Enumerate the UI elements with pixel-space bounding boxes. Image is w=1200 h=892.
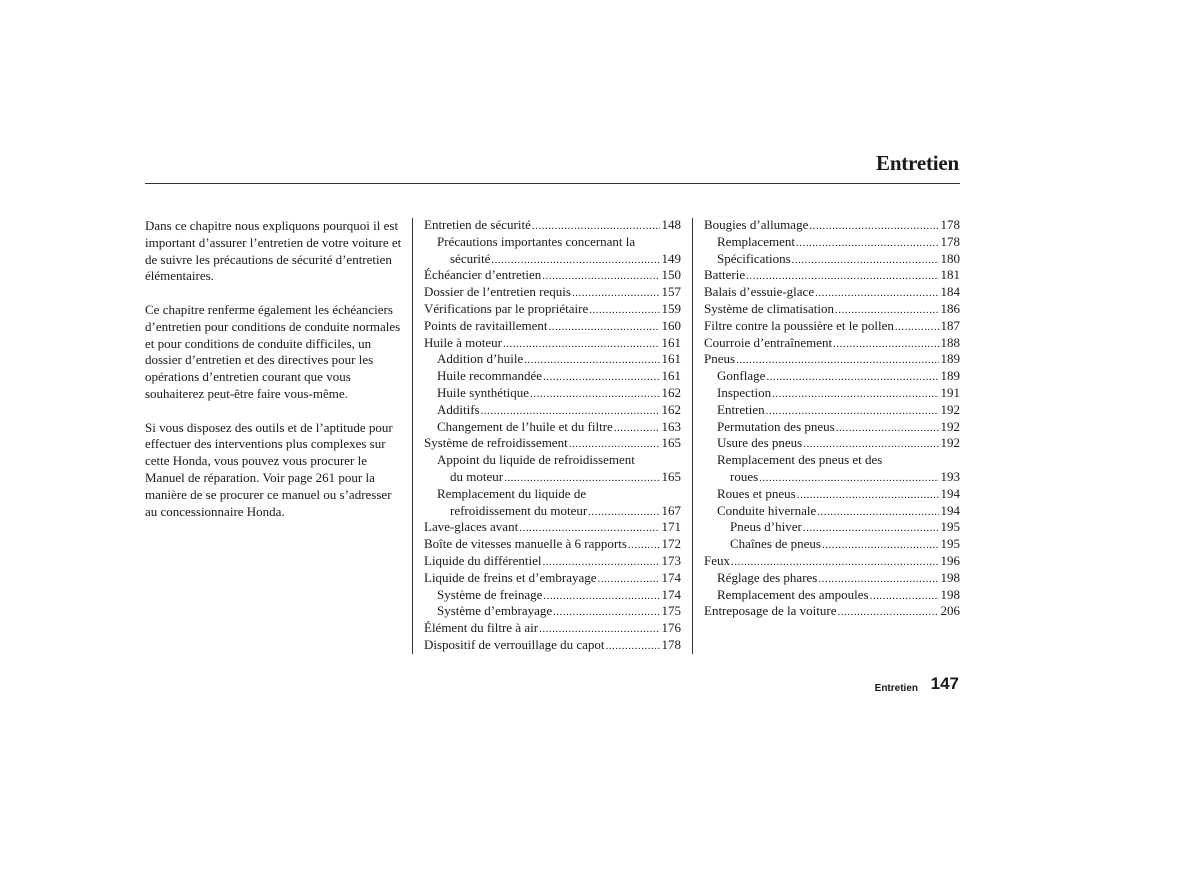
intro-paragraph: Dans ce chapitre nous expliquons pourquoi il est important d’assurer l’entretien de votre voiture et de suivre les précautions de sécurité d’entretien élémentaires. — [145, 218, 402, 284]
toc-entry-page: 157 — [661, 284, 681, 300]
toc-entry-label: Boîte de vitesses manuelle à 6 rapports — [424, 536, 627, 552]
toc-entry-label: Bougies d’allumage — [704, 217, 809, 232]
toc-entry-label: Batterie — [704, 267, 746, 283]
footer-section-label: Entretien — [874, 683, 918, 694]
toc-leader-dots — [822, 537, 939, 554]
toc-entry — [704, 351, 960, 368]
toc-entry — [424, 284, 681, 301]
toc-entry-label: refroidissement du moteur — [450, 502, 588, 518]
toc-entry-page: 178 — [940, 217, 960, 232]
toc-leader-dots — [792, 252, 939, 269]
toc-entry-label: Conduite hivernale — [717, 502, 817, 518]
toc-entry-label: Entretien de sécurité — [424, 217, 531, 232]
toc-entry-page: 206 — [940, 603, 960, 619]
toc-entry — [704, 553, 960, 570]
toc-entry-label: Vérifications par le propriétaire — [424, 300, 589, 316]
toc-entry-page: 195 — [940, 536, 960, 552]
toc-entry — [704, 368, 960, 385]
toc-entry-label: Remplacement — [717, 233, 795, 249]
toc-entry-page: 165 — [661, 468, 681, 484]
toc-leader-dots — [532, 218, 660, 235]
toc-entry — [424, 385, 681, 402]
toc-leader-dots — [833, 336, 938, 353]
toc-entry-page: 160 — [661, 317, 681, 333]
toc-leader-dots — [504, 470, 659, 487]
toc-entry — [424, 402, 681, 419]
toc-entry-page: 198 — [940, 569, 960, 585]
toc-entry — [424, 318, 681, 335]
toc-leader-dots — [809, 218, 938, 235]
toc-leader-dots — [736, 352, 938, 369]
toc-entry-page: 148 — [661, 217, 681, 232]
toc-entry-page: 192 — [940, 401, 960, 417]
toc-entry-page: 195 — [940, 519, 960, 535]
toc-entry — [424, 637, 681, 654]
toc-entry-label: Réglage des phares — [717, 569, 818, 585]
toc-entry-page: 192 — [940, 418, 960, 434]
toc-leader-dots — [548, 319, 659, 336]
toc-entry — [704, 284, 960, 301]
toc-entry-page: 174 — [661, 586, 681, 602]
toc-leader-dots — [524, 352, 659, 369]
toc-leader-dots — [817, 504, 938, 521]
toc-entry-page: 171 — [661, 519, 681, 535]
toc-leader-dots — [759, 470, 938, 487]
toc-leader-dots — [589, 302, 659, 319]
toc-entry-label: Usure des pneus — [717, 435, 803, 451]
toc-entry-page: 165 — [661, 435, 681, 451]
toc-leader-dots — [553, 604, 659, 621]
toc-entry — [424, 553, 681, 570]
toc-leader-dots — [491, 252, 659, 269]
toc-entry-label: Huile à moteur — [424, 334, 502, 350]
toc-entry-label: roues — [730, 468, 759, 484]
toc-entry-label: du moteur — [450, 468, 504, 484]
toc-column-2 — [704, 217, 960, 620]
toc-leader-dots — [628, 537, 660, 554]
toc-entry — [704, 217, 960, 234]
toc-entry — [704, 234, 960, 251]
toc-entry-label: Pneus — [704, 351, 736, 367]
toc-entry-label: Système de climatisation — [704, 300, 834, 316]
toc-leader-dots — [542, 268, 659, 285]
toc-entry-label: Entreposage de la voiture — [704, 603, 837, 619]
toc-leader-dots — [481, 403, 660, 420]
toc-entry-label: Lave-glaces avant — [424, 519, 519, 535]
header-rule — [145, 183, 960, 184]
toc-entry — [704, 335, 960, 352]
toc-leader-dots — [766, 403, 939, 420]
toc-column-1 — [424, 217, 681, 654]
toc-entry-label: sécurité — [450, 250, 491, 266]
toc-entry — [424, 536, 681, 553]
toc-entry-label: Roues et pneus — [717, 485, 796, 501]
toc-entry — [704, 419, 960, 436]
toc-entry-page: 198 — [940, 586, 960, 602]
toc-entry — [704, 385, 960, 402]
toc-entry-label: Élément du filtre à air — [424, 620, 539, 636]
toc-leader-dots — [539, 621, 659, 638]
toc-entry-label: Filtre contre la poussière et le pollen — [704, 317, 894, 333]
toc-entry-label: Système de freinage — [437, 586, 543, 602]
toc-entry — [704, 301, 960, 318]
toc-leader-dots — [614, 420, 660, 437]
toc-entry — [704, 435, 960, 452]
toc-entry — [424, 587, 681, 604]
toc-leader-dots — [835, 302, 939, 319]
toc-entry-label: Gonflage — [717, 368, 766, 384]
toc-entry-page: 192 — [940, 435, 960, 451]
toc-entry-page: 161 — [661, 368, 681, 384]
toc-entry — [424, 486, 681, 503]
toc-leader-dots — [796, 235, 939, 252]
toc-leader-dots — [836, 420, 939, 437]
toc-entry — [704, 452, 960, 469]
toc-leader-dots — [598, 571, 660, 588]
toc-leader-dots — [731, 554, 939, 571]
toc-leader-dots — [803, 520, 939, 537]
toc-leader-dots — [815, 285, 938, 302]
toc-entry — [424, 351, 681, 368]
toc-leader-dots — [895, 319, 939, 336]
toc-entry — [704, 469, 960, 486]
toc-entry-page: 174 — [661, 569, 681, 585]
toc-leader-dots — [746, 268, 938, 285]
toc-entry-page: 167 — [661, 502, 681, 518]
toc-entry — [424, 620, 681, 637]
intro-text — [145, 218, 403, 520]
toc-entry — [424, 435, 681, 452]
toc-entry-label: Précautions importantes concernant la — [437, 233, 636, 249]
toc-entry-label: Huile recommandée — [437, 368, 543, 384]
toc-entry — [424, 217, 681, 234]
toc-leader-dots — [803, 436, 938, 453]
toc-entry — [424, 570, 681, 587]
toc-entry-page: 196 — [940, 552, 960, 568]
toc-entry — [424, 335, 681, 352]
toc-entry-label: Remplacement du liquide de — [437, 485, 587, 501]
toc-entry — [424, 267, 681, 284]
toc-entry-label: Courroie d’entraînement — [704, 334, 833, 350]
toc-entry — [704, 536, 960, 553]
toc-entry-label: Dispositif de verrouillage du capot — [424, 636, 605, 652]
toc-entry-page: 189 — [940, 368, 960, 384]
toc-entry-label: Système de refroidissement — [424, 435, 568, 451]
toc-entry-label: Points de ravitaillement — [424, 317, 548, 333]
toc-entry-label: Dossier de l’entretien requis — [424, 284, 571, 300]
toc-entry-label: Entretien — [717, 401, 765, 417]
toc-entry-page: 149 — [661, 250, 681, 266]
toc-leader-dots — [572, 285, 660, 302]
toc-entry — [704, 603, 960, 620]
toc-entry-page: 172 — [661, 536, 681, 552]
toc-entry — [704, 519, 960, 536]
toc-leader-dots — [766, 369, 938, 386]
toc-entry-page: 150 — [661, 267, 681, 283]
toc-leader-dots — [519, 520, 659, 537]
toc-entry-label: Liquide du différentiel — [424, 552, 542, 568]
toc-leader-dots — [772, 386, 938, 403]
toc-entry — [704, 318, 960, 335]
toc-entry-page: 161 — [661, 351, 681, 367]
toc-leader-dots — [543, 588, 659, 605]
toc-entry-label: Appoint du liquide de refroidissement — [437, 452, 635, 468]
toc-entry-label: Permutation des pneus — [717, 418, 835, 434]
toc-entry-page: 184 — [940, 284, 960, 300]
toc-entry-page: 194 — [940, 502, 960, 518]
toc-entry — [704, 503, 960, 520]
toc-entry — [704, 267, 960, 284]
toc-leader-dots — [870, 588, 939, 605]
toc-entry — [704, 251, 960, 268]
toc-leader-dots — [542, 554, 659, 571]
toc-entry-page: 188 — [940, 334, 960, 350]
toc-entry-label: Inspection — [717, 384, 772, 400]
toc-leader-dots — [503, 336, 660, 353]
toc-entry-label: Remplacement des pneus et des — [717, 452, 883, 468]
column-divider — [412, 218, 413, 654]
toc-entry — [704, 402, 960, 419]
toc-leader-dots — [530, 386, 659, 403]
toc-leader-dots — [569, 436, 660, 453]
toc-entry-label: Addition d’huile — [437, 351, 524, 367]
toc-entry-label: Liquide de freins et d’embrayage — [424, 569, 597, 585]
toc-entry-label: Système d’embrayage — [437, 603, 553, 619]
toc-entry-page: 178 — [940, 233, 960, 249]
toc-entry — [424, 301, 681, 318]
toc-entry-label: Spécifications — [717, 250, 791, 266]
toc-entry-page: 189 — [940, 351, 960, 367]
toc-entry — [424, 419, 681, 436]
toc-entry — [424, 469, 681, 486]
toc-entry — [424, 452, 681, 469]
toc-leader-dots — [543, 369, 659, 386]
toc-entry-label: Pneus d’hiver — [730, 519, 802, 535]
toc-entry-page: 193 — [940, 468, 960, 484]
toc-entry-page: 163 — [661, 418, 681, 434]
toc-entry — [424, 503, 681, 520]
toc-entry-page: 194 — [940, 485, 960, 501]
toc-entry-page: 181 — [940, 267, 960, 283]
column-divider — [692, 218, 693, 654]
toc-entry — [704, 587, 960, 604]
page-number: 147 — [930, 674, 959, 693]
toc-entry-page: 162 — [661, 401, 681, 417]
toc-entry — [704, 570, 960, 587]
intro-paragraph: Ce chapitre renferme également les échéanciers d’entretien pour conditions de conduite normales et pour conditions de conduite difficiles, un dossier d’entretien et des directives pour les opérations d’entretien courant que vous souhaiterez peut-être faire vous-même. — [145, 301, 401, 401]
toc-entry — [424, 368, 681, 385]
toc-leader-dots — [588, 504, 659, 521]
toc-entry-label: Huile synthétique — [437, 384, 530, 400]
toc-entry-page: 159 — [661, 300, 681, 316]
toc-entry-label: Balais d’essuie-glace — [704, 284, 815, 300]
toc-entry-page: 175 — [661, 603, 681, 619]
toc-entry-page: 176 — [661, 620, 681, 636]
toc-entry-page: 180 — [940, 250, 960, 266]
toc-entry-label: Chaînes de pneus — [730, 536, 821, 552]
toc-entry-page: 162 — [661, 384, 681, 400]
toc-leader-dots — [837, 604, 938, 621]
page-title: Entretien — [876, 151, 959, 175]
toc-entry-page: 173 — [661, 552, 681, 568]
toc-entry-label: Additifs — [437, 401, 480, 417]
toc-entry — [424, 234, 681, 251]
toc-entry-label: Feux — [704, 552, 730, 568]
toc-entry-page: 186 — [940, 300, 960, 316]
toc-entry-label: Échéancier d’entretien — [424, 267, 542, 283]
toc-entry-label: Changement de l’huile et du filtre — [437, 418, 613, 434]
toc-entry — [424, 519, 681, 536]
toc-entry-page: 187 — [940, 317, 960, 333]
toc-leader-dots — [606, 638, 660, 655]
toc-leader-dots — [818, 571, 938, 588]
toc-entry — [704, 486, 960, 503]
intro-paragraph: Si vous disposez des outils et de l’aptitude pour effectuer des interventions plus complexes sur cette Honda, vous pouvez vous procurer le Manuel de réparation. Voir page 261 pour la manière de se procurer ce manuel ou s’adresser au concessionnaire Honda. — [145, 419, 393, 519]
toc-entry-page: 178 — [661, 636, 681, 652]
toc-entry — [424, 251, 681, 268]
toc-leader-dots — [797, 487, 939, 504]
toc-entry — [424, 603, 681, 620]
toc-entry-page: 161 — [661, 334, 681, 350]
toc-entry-label: Remplacement des ampoules — [717, 586, 869, 602]
toc-entry-page: 191 — [940, 384, 960, 400]
